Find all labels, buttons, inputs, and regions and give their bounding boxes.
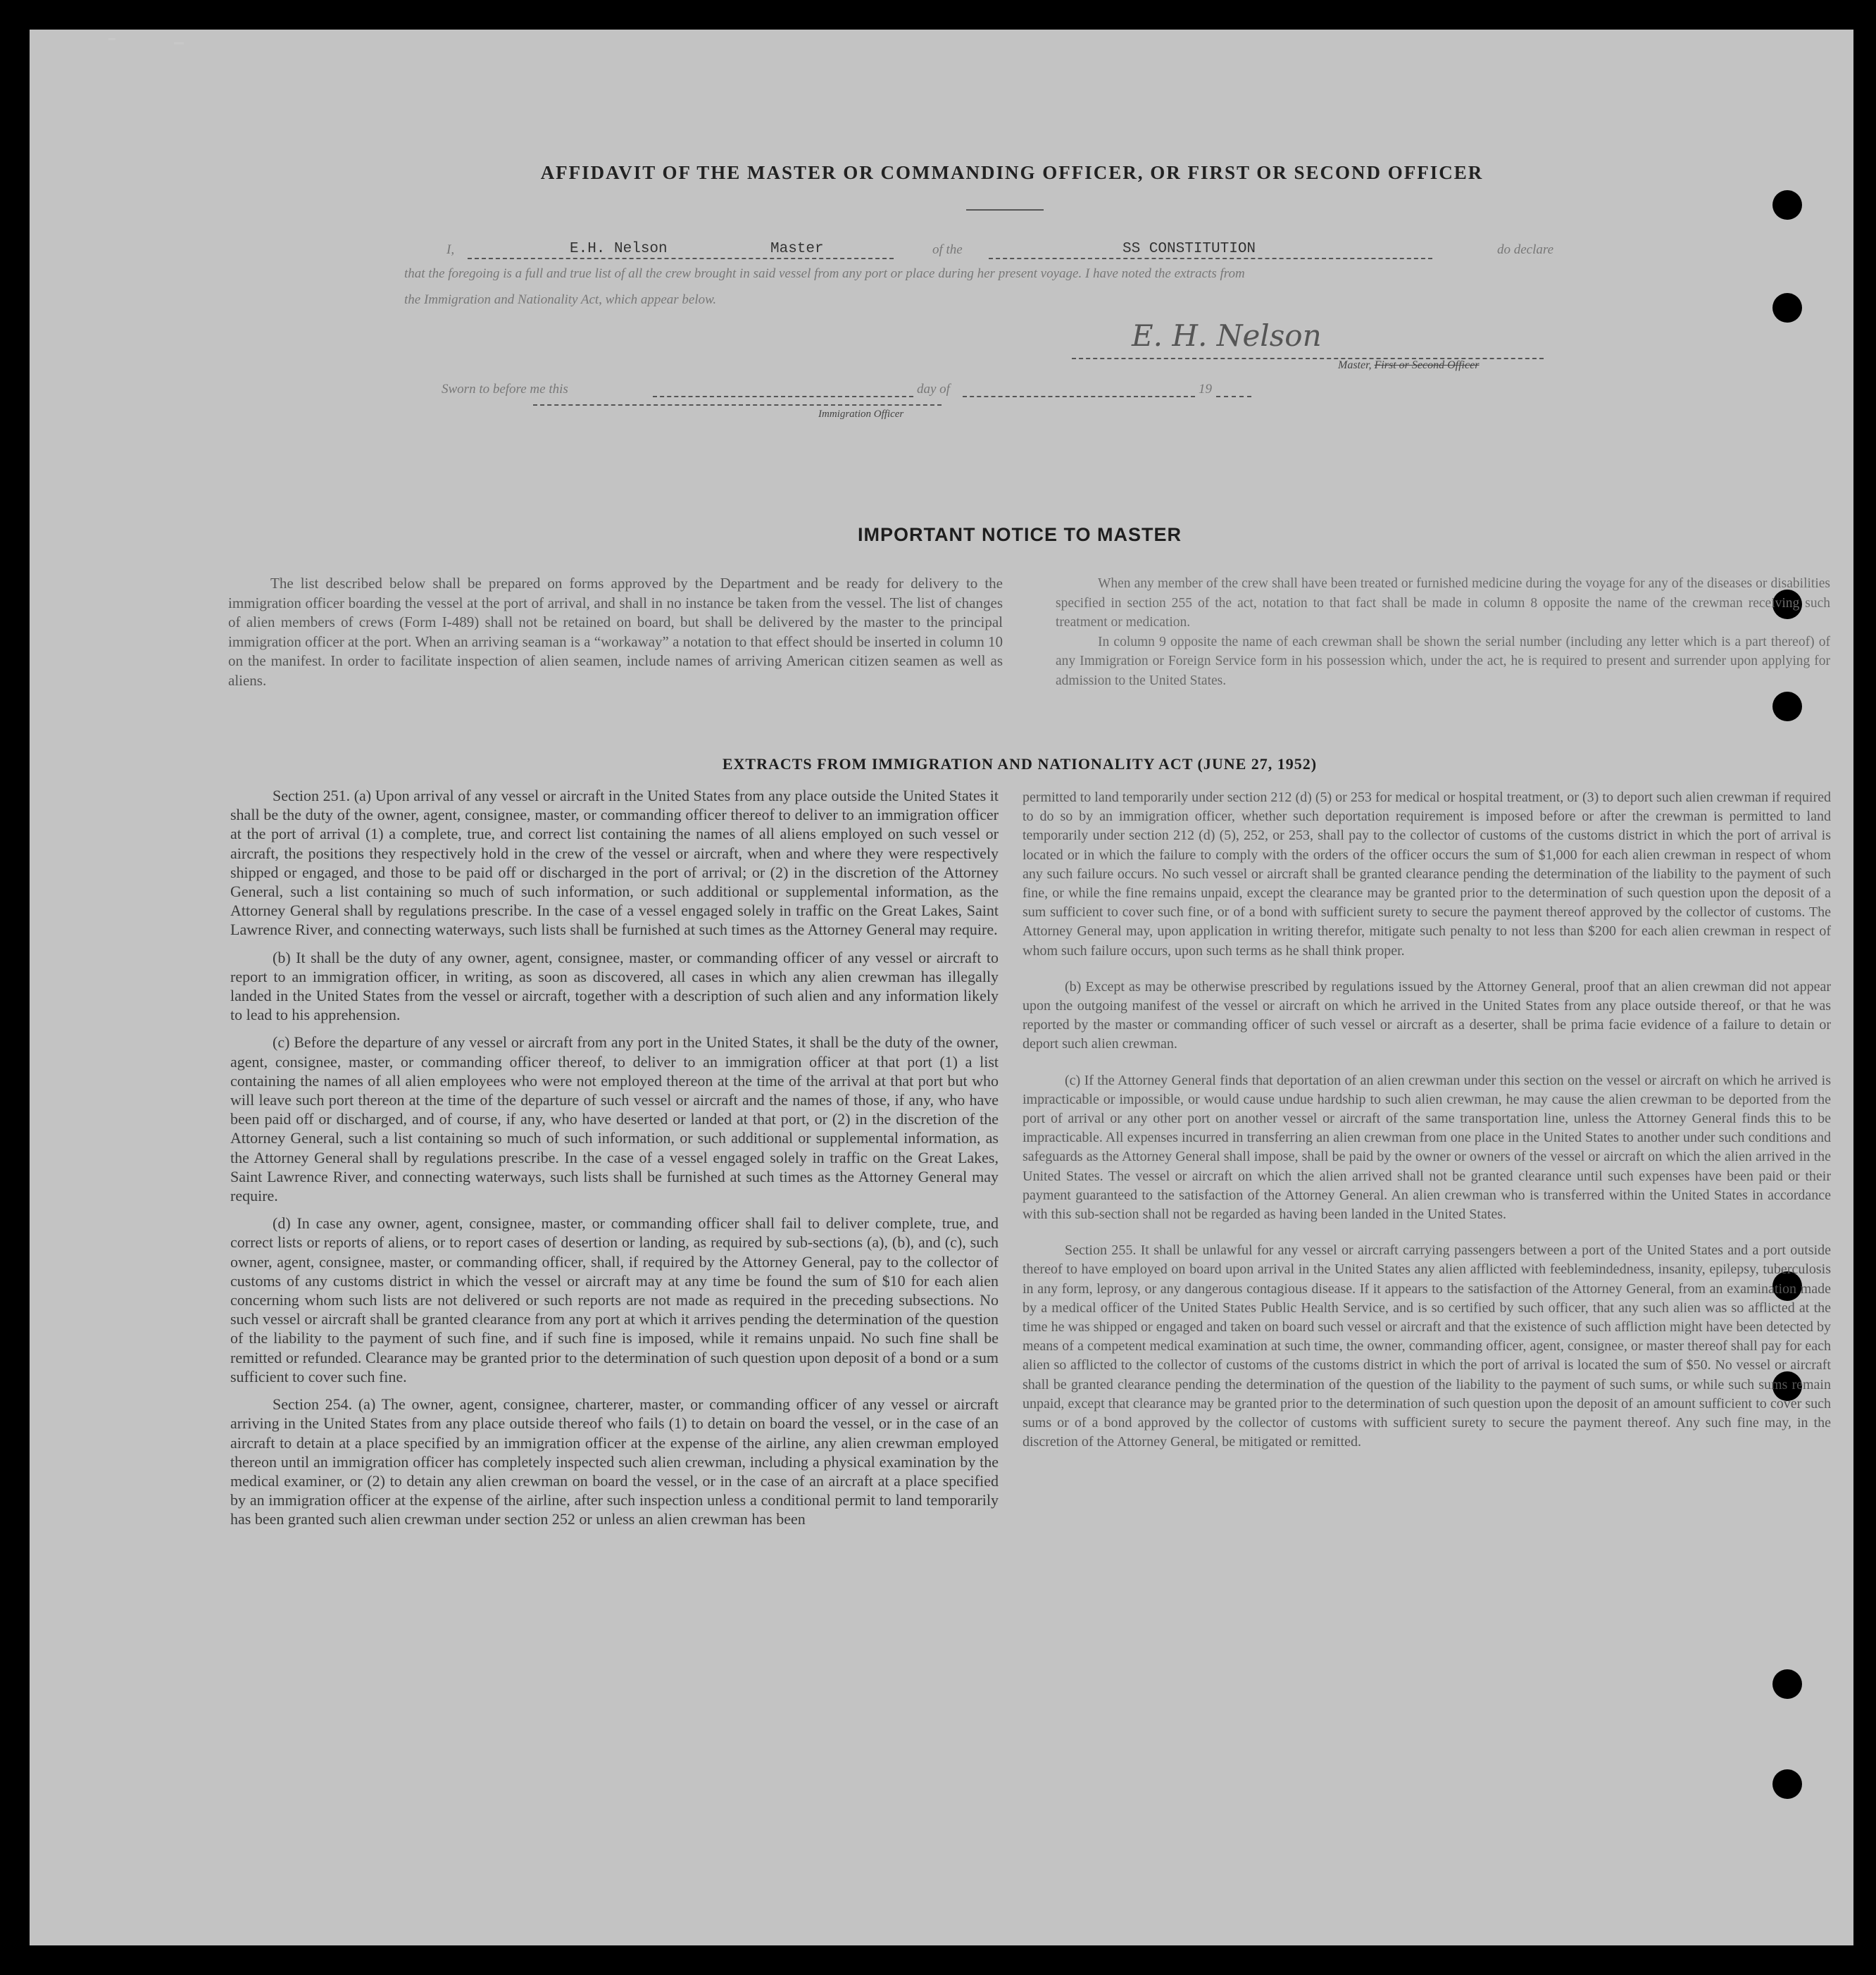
scan-mark: [174, 42, 184, 44]
of-the-label: of the: [932, 242, 963, 257]
master-signature: E. H. Nelson: [1132, 318, 1322, 353]
punch-hole: [1772, 293, 1802, 323]
declare-label: do declare: [1497, 242, 1554, 257]
declaration-line: [446, 239, 1714, 262]
extracts-left-column: [230, 786, 999, 1529]
signer-caption-master: Master,: [1338, 359, 1372, 371]
officer-rank: Master: [770, 241, 824, 257]
vessel-name: SS CONSTITUTION: [1123, 241, 1256, 257]
notice-title: IMPORTANT NOTICE TO MASTER: [858, 524, 1182, 545]
notice-paragraph: In column 9 opposite the name of each crewman shall be shown the serial number (including any letter which is a part thereof) of any Immigration or Foreign Service form in his possession which, under the act, he is required to present and surrender upon applying for admission to the United States.: [1056, 634, 1830, 688]
punch-hole: [1772, 1669, 1802, 1699]
section-251b: (b) It shall be the duty of any owner, agent, consignee, master, or commanding officer of any vessel or aircraft to report to an immigration officer, in writing, as soon as discovered, all cases in which any alien crewman has illegally landed in the United States from the vessel or aircraft, together with a description of such alien and any information likely to lead to his apprehension.: [230, 948, 999, 1024]
section-254a-continued: permitted to land temporarily under section 212 (d) (5) or 253 for medical or hospital treatment, or (3) to deport such alien crewman if required to do so by an immigration officer, whether such deportation requirement is imposed before or after the crewman is permitted to land temporarily under section 212 (d) (5), 252, or 253, shall pay to the collector of customs of the customs district in which the port of arrival is located or in which the failure to comply with the orders of the officer occurs the sum of $1,000 for each alien crewman in respect of whom any such failure occurs. No such vessel or aircraft shall be granted clearance pending the determination of the liability to the payment of such fine, or while the fine remains unpaid, except the clearance may be granted prior to the determination of such question upon the deposit of a sum sufficient to cover such fine, or of a bond with sufficient surety to secure the payment thereof approved by the collector of customs. The Attorney General may, upon application in writing therefor, mitigate such penalty to not less than $200 for each alien crewman in respect of whom such failure occurs, upon such terms as he shall think proper.: [1023, 790, 1831, 959]
scan-mark: [108, 38, 115, 40]
signer-caption-struck: First or Second Officer: [1374, 359, 1480, 371]
section-251c: (c) Before the departure of any vessel or aircraft from any port in the United States, it shall be the duty of the owner, agent, consignee, master, or commanding officer thereof, to deliver to an immigration officer at that port (1) a list containing the names of all alien employees who were not employed thereon at the time of the arrival at that port but who will leave such port thereon at the time of the departure of such vessel or aircraft and the names of those, if any, who have been paid off or discharged, and of course, if any, who have deserted or landed at that port, or (2) in the discretion of the Attorney General, such a list containing so much of such information, or such additional or supplemental information, as the Attorney General shall by regulations prescribe. In the case of a vessel engaged solely in traffic on the Great Lakes, Saint Lawrence River, and connecting waterways, such lists shall be furnished at such times as the Attorney General may require.: [230, 1033, 999, 1205]
document-sheet: [30, 30, 1853, 1945]
day-of-label: day of: [917, 382, 950, 397]
immigration-officer-caption: Immigration Officer: [818, 409, 904, 420]
section-254b: (b) Except as may be otherwise prescribed by regulations issued by the Attorney General, proof that an alien crewman did not appear upon the outgoing manifest of the vessel or aircraft on which he arrived in the United States from any place outside thereof, or that he was reported by the master or commanding officer of such vessel or aircraft as a deserter, shall be prima facie evidence of a failure to detain or deport such alien crewman.: [1023, 978, 1831, 1052]
declaration-text-1: that the foregoing is a full and true list of all the crew brought in said vessel from any port or place during her present voyage. I have noted the extracts from: [404, 266, 1245, 281]
sworn-label: Sworn to before me this: [442, 382, 568, 397]
immigration-officer-line: [533, 404, 942, 406]
notice-right-column: [1056, 574, 1830, 691]
vessel-underline: [989, 258, 1432, 259]
notice-paragraph: The list described below shall be prepared on forms approved by the Department and be ready for delivery to the immigration officer boarding the vessel at the port of arrival, and shall in no instance be taken from the vessel. The list of changes of alien members of crews (Form I-489) shall not be retained on board, but shall be delivered by the master to the principal immigration officer at the port. When an arriving seaman is a “workaway” a notation to that effect should be inserted in column 10 on the manifest. In order to facilitate inspection of alien seamen, include names of arriving American citizen seamen as well as aliens.: [228, 575, 1003, 689]
section-254c: (c) If the Attorney General finds that deportation of an alien crewman under this section on the vessel or aircraft on which he arrived is impracticable or impossible, or would cause undue hardship to such alien crewman, he may cause the alien crewman to be deported from the port of arrival or any other port on another vessel or aircraft of the same transportation line, unless the Attorney General finds this to be impracticable. All expenses incurred in transferring an alien crewman from one place in the United States to another under such conditions and safeguards as the Attorney General shall impose, shall be paid by the owner or owners of the vessel or aircraft on which the alien arrived in the United States. The vessel or aircraft on which the alien arrived shall not be granted clearance until such expenses have been paid or their payment guaranteed to the satisfaction of the Attorney General. An alien crewman who is transferred within the United States in accordance with this sub-section shall not be regarded as having been landed in the United States.: [1023, 1072, 1831, 1223]
title-divider: [966, 209, 1044, 211]
sworn-line: [442, 382, 1357, 403]
section-255: Section 255. It shall be unlawful for any vessel or aircraft carrying passengers between a port of the United States and a port outside thereof to have employed on board upon arrival in the United States any alien afflicted with feeblemindedness, insanity, epilepsy, tuberculosis in any form, leprosy, or any dangerous contagious disease. If it appears to the satisfaction of the Attorney General, from an examination made by a medical officer of the United States Public Health Service, and is so certified by such officer, that any such alien was so afflicted at the time he was shipped or engaged and taken on board such vessel or aircraft and that the existence of such affliction might have been detected by means of a competent medical examination at such time, the owner, commanding officer, agent, consignee, or master thereof shall pay for each alien so afflicted to the collector of customs of the customs district in which the port of arrival is located the sum of $50. No vessel or aircraft shall be granted clearance pending the determination of the question of the liability to the payment of such sums, or while such sums remain unpaid, except that clearance may be granted prior to the determination of such question upon the deposit of an amount sufficient to cover such sums or of a bond approved by the collector of customs with sufficient surety to secure the payment thereof. Any such fine may, in the discretion of the Attorney General, be mitigated or remitted.: [1023, 1242, 1831, 1450]
section-251a: Section 251. (a) Upon arrival of any vessel or aircraft in the United States from any place outside the United States it shall be the duty of the owner, agent, consignee, master, or commanding officer thereof to deliver to an immigration officer at the port of arrival (1) a complete, true, and correct list containing the names of all aliens employed on such vessel or aircraft, the positions they respectively hold in the crew of the vessel or aircraft, when and where they were respectively shipped or engaged, and those to be paid off or discharged in the port of arrival; or (2) in the discretion of the Attorney General, such a list containing so much of such information, or such additional or supplemental information, as the Attorney General shall by regulations prescribe. In the case of a vessel engaged solely in traffic on the Great Lakes, Saint Lawrence River, and connecting waterways, such lists shall be furnished at such times as the Attorney General may require.: [230, 787, 999, 939]
punch-hole: [1772, 692, 1802, 721]
extracts-right-column: [1023, 788, 1831, 1452]
officer-name: E.H. Nelson: [570, 241, 668, 257]
section-254a: Section 254. (a) The owner, agent, consignee, charterer, master, or commanding officer of any vessel or aircraft arriving in the United States from any place outside thereof who fails (1) to detain on board the vessel, or in the case of an aircraft to detain at a place specified by an immigration officer at the expense of the airline, any alien crewman employed thereon until an immigration officer has completely inspected such alien crewman, including a physical examination by the medical examiner, or (2) to detain any alien crewman on board the vessel, or in the case of an aircraft at a place specified by an immigration officer at the expense of the airline, after such inspection unless a conditional permit to land temporarily has been granted such alien crewman under section 252 or unless an alien crewman has been: [230, 1395, 999, 1528]
punch-hole: [1772, 1769, 1802, 1799]
name-underline: [468, 258, 894, 259]
affidavit-title: AFFIDAVIT OF THE MASTER OR COMMANDING OFFICER, OR FIRST OR SECOND OFFICER: [540, 162, 1484, 183]
declaration-text-2: the Immigration and Nationality Act, which appear below.: [404, 292, 717, 307]
section-251d: (d) In case any owner, agent, consignee, master, or commanding officer shall fail to deliver complete, true, and correct lists or reports of aliens, or to report cases of desertion or landing, as required by sub-sections (a), (b), and (c), such owner, agent, consignee, master, or commanding officer, shall, if required by the Attorney General, pay to the collector of customs of any customs district in which the vessel or aircraft may at any time be found the sum of $10 for each alien concerning whom such lists are not delivered or such reports are not made as required in the preceding subsections. No such vessel or aircraft shall be granted clearance from any port at which it arrives pending the determination of the question of the liability to the payment of such fine, and if such fine is imposed, while it remains unpaid. No such fine shall be remitted or refunded. Clearance may be granted prior to the determination of such question upon deposit of a bond or a sum sufficient to cover such fine.: [230, 1214, 999, 1385]
sworn-day-line: [653, 396, 913, 397]
year-line: [1216, 396, 1251, 397]
signer-caption: [1338, 359, 1479, 372]
sworn-month-line: [963, 396, 1195, 397]
notice-left-column: [228, 574, 1003, 691]
extracts-title: EXTRACTS FROM IMMIGRATION AND NATIONALITY ACT (JUNE 27, 1952): [722, 755, 1318, 773]
punch-hole: [1772, 190, 1802, 220]
year-prefix: 19: [1199, 382, 1212, 397]
pronoun-label: I,: [446, 242, 455, 257]
notice-paragraph: When any member of the crew shall have been treated or furnished medicine during the voyage for any of the diseases or disabilities specified in section 255 of the act, notation to that fact shall be made in column 8 opposite the name of the crewman receiving such treatment or medication.: [1056, 576, 1830, 630]
